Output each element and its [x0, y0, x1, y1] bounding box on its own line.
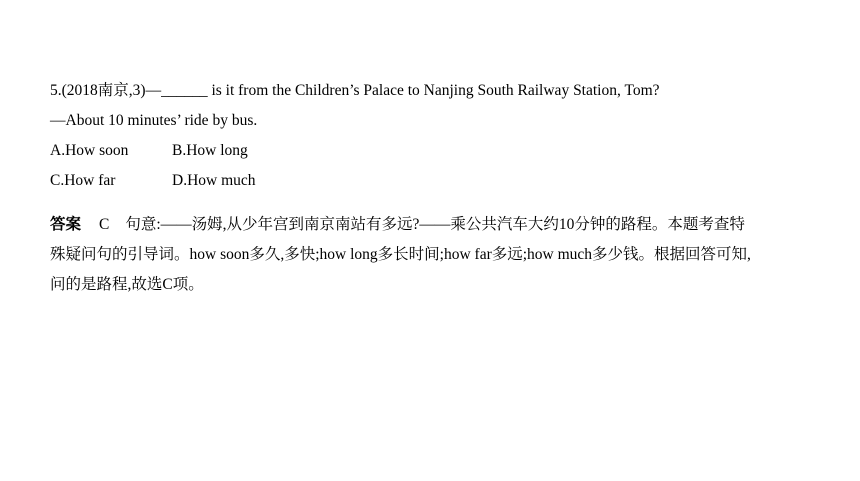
- answer-line-1: [50, 215, 745, 235]
- options-row-2: [50, 171, 256, 191]
- options-row-1: [50, 141, 248, 161]
- option-b: B.How long: [172, 142, 248, 159]
- answer-explanation-1: 句意:——汤姆,从少年宫到南京南站有多远?——乘公共汽车大约10分钟的路程。本题考查特: [125, 216, 745, 233]
- answer-explanation-3: 问的是路程,故选C项。: [50, 276, 204, 293]
- question-dialogue-reply: —About 10 minutes’ ride by bus.: [50, 112, 258, 129]
- answer-letter: C: [99, 216, 110, 233]
- option-d: D.How much: [172, 172, 256, 189]
- option-a: A.How soon: [50, 142, 129, 159]
- option-c: C.How far: [50, 172, 116, 189]
- question-stem: 5.(2018南京,3)—______ is it from the Children’s Palace to Nanjing South Railway Station, Tom?: [50, 82, 660, 99]
- answer-explanation-2: 殊疑问句的引导词。how soon多久,多快;how long多长时间;how far多远;how much多少钱。根据回答可知,: [50, 246, 751, 263]
- answer-label: 答案: [50, 216, 82, 233]
